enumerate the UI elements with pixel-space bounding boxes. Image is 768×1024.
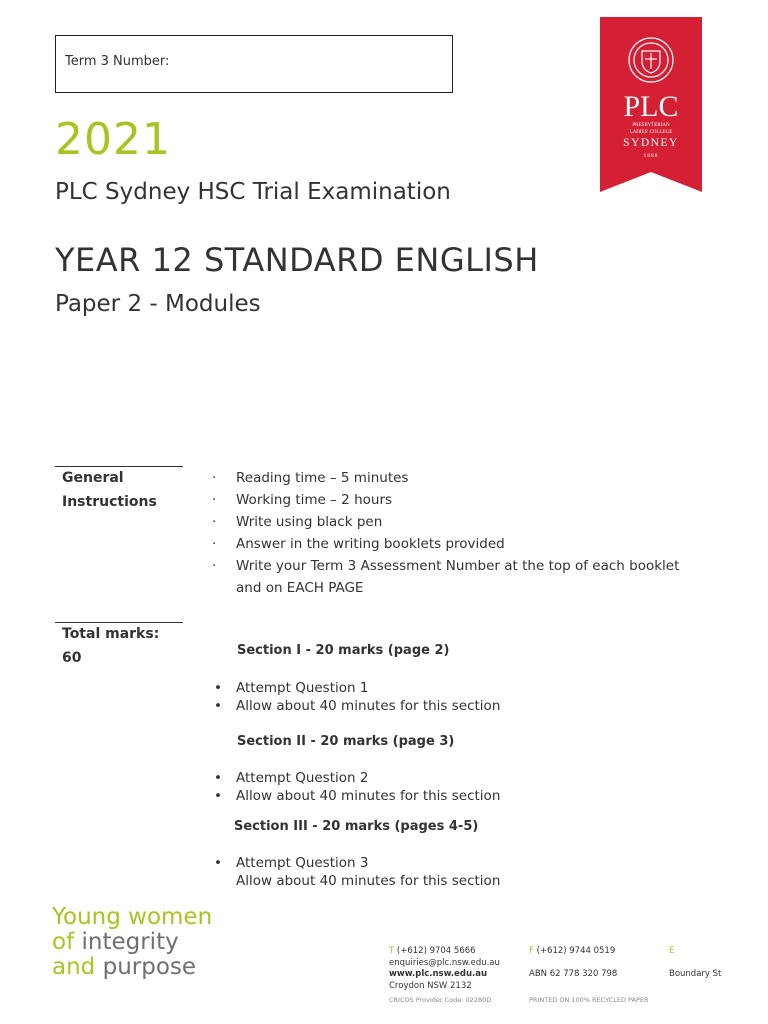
footer-address-column: E Boundary St (669, 946, 749, 981)
general-instructions-list (212, 467, 692, 599)
exam-year: 2021 (55, 114, 171, 165)
footer-recycled: PRINTED ON 100% RECYCLED PAPER (529, 995, 649, 1004)
list-item: • Attempt Question 1 (214, 680, 369, 696)
footer-website: www.plc.nsw.edu.au (389, 969, 488, 979)
footer-contact-column: T (+612) 9704 5666 enquiries@plc.nsw.edu.au www.plc.nsw.edu.au Croydon NSW 2132 CRICOS Provider Code: 02280D (389, 946, 525, 1007)
logo-main-text: PLC (623, 90, 679, 123)
footer-fax: (+612) 9744 0519 (536, 946, 616, 956)
logo-city: SYDNEY (623, 137, 679, 149)
list-item: Allow about 40 minutes for this section (236, 873, 501, 889)
list-item: · Write your Term 3 Assessment Number at the top of each booklet and on EACH PAGE (212, 558, 680, 596)
footer-email: enquiries@plc.nsw.edu.au (389, 957, 500, 968)
logo-sub-line1: PRESBYTERIAN (632, 123, 670, 128)
footer-phone: (+612) 9704 5666 (396, 946, 476, 956)
section-2-heading: Section II - 20 marks (page 3) (237, 734, 455, 749)
logo-sub-line2: LADIES' COLLEGE (629, 130, 673, 135)
footer-street: Boundary St (669, 969, 722, 979)
tagline: Young women of integrity and purpose (52, 904, 213, 980)
section-2-list (212, 769, 500, 805)
footer-suburb: Croydon NSW 2132 (389, 980, 472, 991)
footer-cricos: CRICOS Provider Code: 02280D (389, 996, 492, 1004)
footer-fax-column: F (+612) 9744 0519 ABN 62 778 320 798 PRINTED ON 100% RECYCLED PAPER (529, 946, 659, 1006)
section-1-list (212, 679, 500, 715)
term-number-box (55, 35, 453, 93)
term-number-label: Term 3 Number: (65, 54, 170, 69)
total-marks-block (62, 622, 159, 670)
total-marks-label: Total marks: (62, 626, 160, 642)
subject-title: YEAR 12 STANDARD ENGLISH (55, 241, 539, 279)
footer-abn: ABN 62 778 320 798 (529, 969, 618, 979)
paper-title: Paper 2 - Modules (55, 291, 261, 317)
total-marks-value: 60 (62, 650, 82, 666)
general-instructions-label: General Instructions (62, 470, 157, 510)
section-1-heading: Section I - 20 marks (page 2) (237, 643, 450, 658)
section-3-list (212, 854, 500, 890)
list-item: • Allow about 40 minutes for this section (214, 698, 501, 714)
section-3-heading: Section III - 20 marks (pages 4-5) (234, 819, 479, 834)
list-item: • Allow about 40 minutes for this section (214, 788, 501, 804)
exam-title: PLC Sydney HSC Trial Examination (55, 179, 451, 205)
plc-logo-banner (600, 17, 702, 192)
logo-year: 1888 (643, 153, 659, 159)
list-item: · Working time – 2 hours (212, 492, 393, 508)
list-item: • Attempt Question 3 (214, 855, 369, 871)
list-item: · Write using black pen (212, 514, 383, 530)
list-item: · Answer in the writing booklets provided (212, 536, 505, 552)
list-item: • Attempt Question 2 (214, 770, 369, 786)
list-item: · Reading time – 5 minutes (212, 470, 409, 486)
